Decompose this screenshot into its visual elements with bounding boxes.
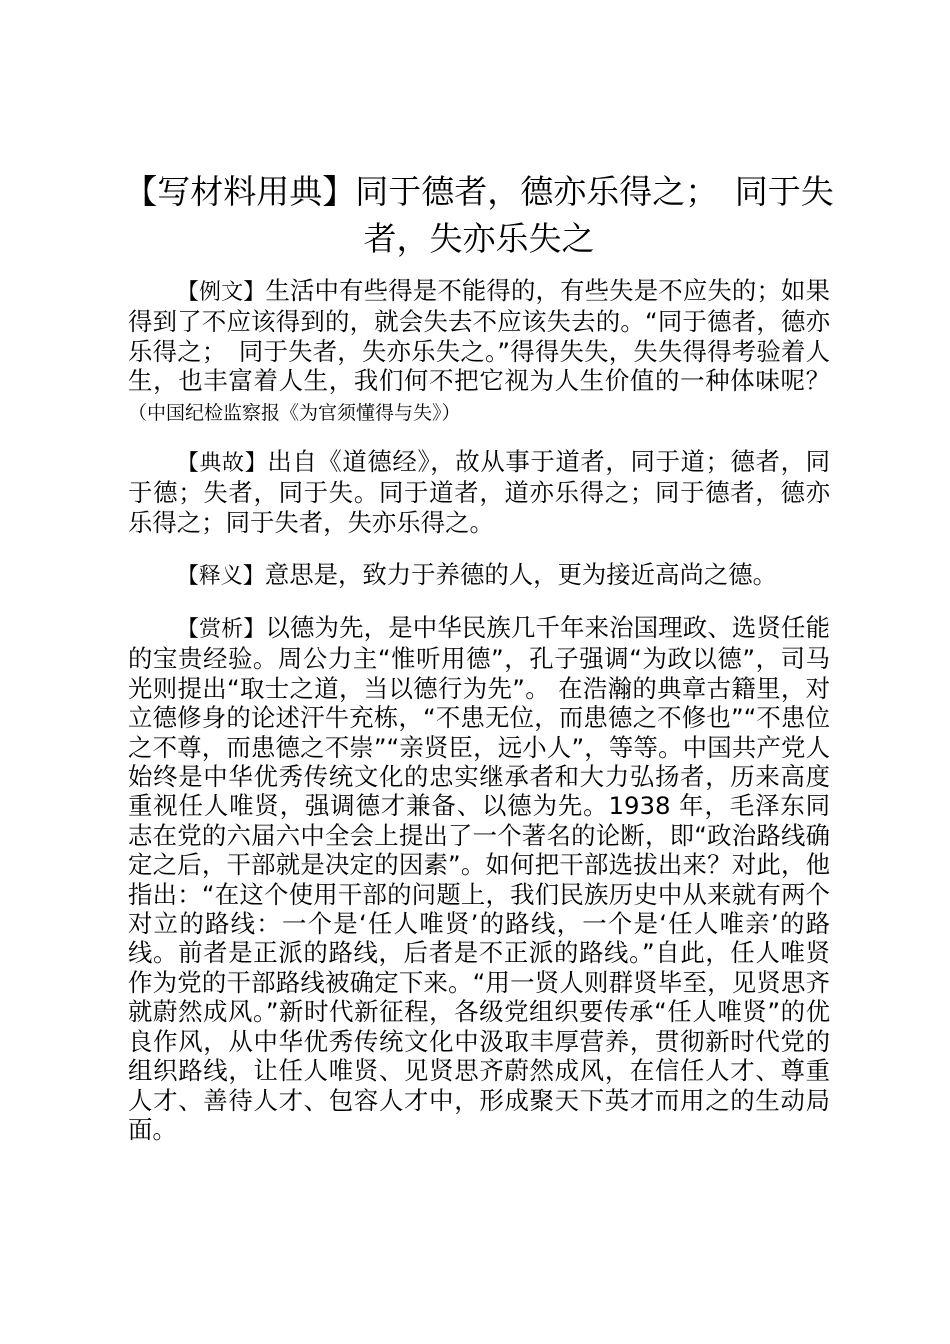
example-tag: 【例文】 (176, 280, 266, 305)
allusion-paragraph (128, 447, 830, 537)
analysis-paragraph (128, 613, 830, 1144)
analysis-tag: 【赏析】 (176, 617, 266, 642)
meaning-text: 意思是，致力于养德的人，更为接近高尚之德。 (264, 560, 778, 589)
meaning-paragraph (128, 560, 830, 591)
allusion-text: 出自《道德经》，故从事于道者，同于道；德者，同于德；失者，同于失。同于道者，道亦乐得之；同于德者，德亦乐得之；同于失者，失亦乐得之。 (128, 447, 830, 537)
analysis-text: 以德为先，是中华民族几千年来治国理政、选贤任能的宝贵经验。周公力主“惟听用德”，孔子强调“为政以德”，司马光则提出“取士之道，当以德行为先”。 在浩瀚的典章古籍里，对立德修身的论述汗牛充栋，“不患无位，而患德之不修也”“不患位之不尊，而患德之不崇”“亲贤臣，远小人”，等等。中国共产党人始终是中华优秀传统文化的忠实继承者和大力弘扬者，历来高度重视任人唯贤，强调德才兼备、以德为先。1938 年，毛泽东同志在党的六届六中全会上提出了一个著名的论断，即“政治路线确定之后，干部就是决定的因素”。如何把干部选拔出来？对此，他指出：“在这个使用干部的问题上，我们民族历史中从来就有两个对立的路线：一个是‘任人唯贤’的路线，一个是‘任人唯亲’的路线。前者是正派的路线，后者是不正派的路线。”自此，任人唯贤作为党的干部路线被确定下来。“用一贤人则群贤毕至，见贤思齐就蔚然成风。”新时代新征程，各级党组织要传承“任人唯贤”的优良作风，从中华优秀传统文化中汲取丰厚营养，贯彻新时代党的组织路线，让任人唯贤、见贤思齐蔚然成风，在信任人才、尊重人才、善待人才、包容人才中，形成聚天下英才而用之的生动局面。 (128, 613, 830, 1144)
example-source: （中国纪检监察报《为官须懂得与失》） (128, 401, 461, 424)
meaning-tag: 【释义】 (176, 564, 265, 589)
allusion-tag: 【典故】 (176, 451, 268, 476)
example-text: 生活中有些得是不能得的，有些失是不应失的；如果得到了不应该得到的，就会失去不应该失去的。“同于德者，德亦乐得之； 同于失者，失亦乐失之。”得得失失，失失得得考验着人生，也丰富着人生，我们何不把它视为人生价值的一种体味呢？ (128, 276, 830, 396)
page-title: 【写材料用典】同于德者，德亦乐得之； 同于失者，失亦乐失之 (124, 172, 834, 258)
example-paragraph (128, 276, 830, 428)
